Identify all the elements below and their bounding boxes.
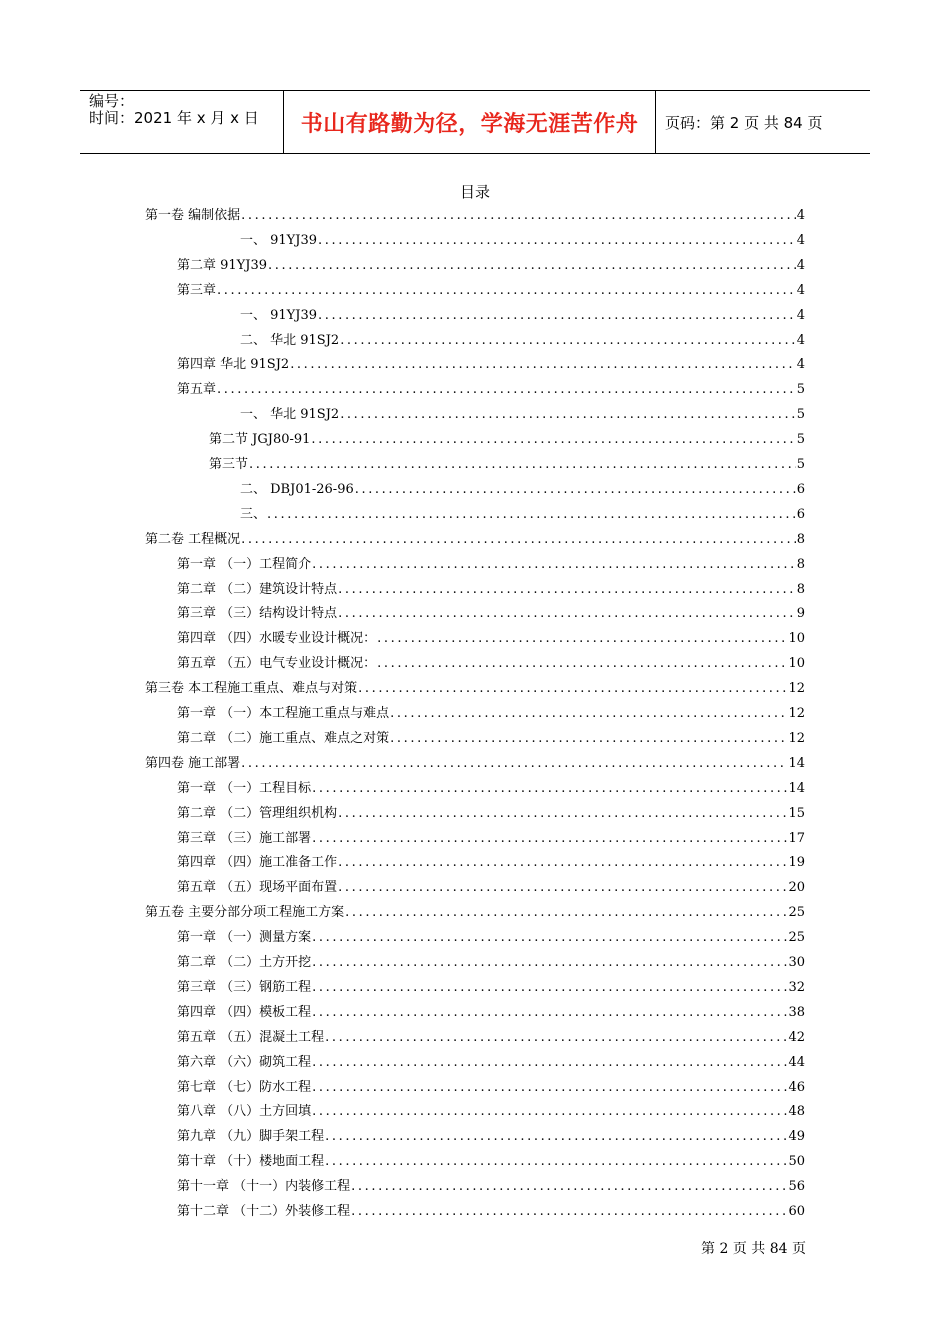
toc-entry[interactable] — [177, 1150, 805, 1174]
toc-entry-label: 第十二章 （十二）外装修工程 — [177, 1204, 351, 1219]
toc-entry-page: 17 — [788, 830, 805, 846]
toc-entry-label: 第三章 （三）钢筋工程 — [177, 979, 312, 995]
toc-entry-page: 25 — [788, 905, 805, 921]
toc-leader-dots — [358, 681, 787, 696]
toc-entry-page: 10 — [788, 631, 805, 647]
document-header — [80, 90, 870, 154]
toc-leader-dots — [390, 706, 787, 721]
toc-entry-label: 第七章 （七）防水工程 — [177, 1079, 312, 1095]
toc-entry-page: 12 — [788, 730, 805, 746]
toc-entry-page: 4 — [796, 307, 805, 323]
toc-entry-label: 第三章 — [177, 282, 217, 298]
toc-entry-label: 二、 华北 91SJ2 — [240, 332, 340, 348]
toc-entry-label: 第一卷 编制依据 — [145, 208, 241, 223]
toc-entry-label: 第五章 （五）现场平面布置 — [177, 880, 338, 896]
toc-entry-label: 第十章 （十）楼地面工程 — [177, 1154, 325, 1170]
toc-entry-page: 4 — [796, 208, 805, 223]
toc-entry[interactable] — [177, 353, 805, 377]
toc-entry[interactable] — [145, 677, 805, 701]
toc-leader-dots — [312, 1104, 787, 1119]
toc-leader-dots — [390, 731, 787, 746]
toc-entry-page: 5 — [796, 457, 805, 472]
toc-entry-label: 一、 91YJ39 — [240, 307, 318, 323]
toc-entry[interactable] — [177, 1076, 805, 1100]
toc-entry-label: 第五章 （五）电气专业设计概况： — [177, 656, 377, 672]
toc-leader-dots — [241, 208, 796, 223]
toc-entry-page: 60 — [788, 1204, 805, 1219]
header-meta — [80, 91, 283, 153]
toc-entry[interactable] — [145, 901, 805, 925]
toc-entry-page: 8 — [796, 556, 805, 572]
toc-entry-page: 6 — [796, 481, 805, 497]
toc-entry[interactable] — [177, 627, 805, 651]
toc-leader-dots — [345, 905, 787, 920]
toc-leader-dots — [377, 656, 787, 671]
toc-entry-label: 第六章 （六）砌筑工程 — [177, 1054, 312, 1070]
toc-entry-label: 第三章 （三）施工部署 — [177, 830, 312, 846]
toc-leader-dots — [340, 407, 796, 422]
toc-entry[interactable] — [177, 727, 805, 751]
toc-entry[interactable] — [177, 802, 805, 826]
toc-leader-dots — [338, 880, 787, 895]
toc-leader-dots — [377, 631, 787, 646]
toc-leader-dots — [355, 482, 796, 497]
toc-entry-page: 49 — [788, 1129, 805, 1145]
toc-entry-label: 第四章 华北 91SJ2 — [177, 357, 290, 373]
time-label: 时间：2021 年 x 月 x 日 — [89, 109, 259, 127]
toc-entry-label: 二、 DBJ01-26-96 — [240, 481, 354, 497]
toc-entry-label: 第四章 （四）施工准备工作 — [177, 855, 338, 871]
toc-entry-label: 第十一章 （十一）内装修工程 — [177, 1179, 351, 1195]
toc-entry-page: 4 — [796, 257, 805, 273]
toc-entry-page: 38 — [788, 1004, 805, 1020]
toc-leader-dots — [318, 308, 796, 323]
toc-entry[interactable] — [240, 329, 805, 353]
toc-title: 目录 — [459, 183, 490, 201]
toc-leader-dots — [312, 930, 787, 945]
toc-entry[interactable] — [177, 851, 805, 875]
toc-leader-dots — [290, 357, 796, 372]
toc-entry[interactable] — [177, 578, 805, 602]
toc-leader-dots — [312, 1055, 787, 1070]
toc-entry-page: 32 — [788, 979, 805, 995]
toc-entry-page: 46 — [788, 1079, 805, 1095]
toc-leader-dots — [312, 557, 796, 572]
header-motto: 书山有路勤为径，学海无涯苦作舟 — [283, 91, 656, 153]
toc-entry[interactable] — [209, 453, 805, 477]
toc-entry-label: 一、 华北 91SJ2 — [240, 407, 340, 423]
toc-entry-page: 12 — [788, 681, 805, 697]
toc-entry-label: 第三章 （三）结构设计特点 — [177, 606, 338, 622]
toc-entry[interactable] — [145, 204, 805, 228]
toc-leader-dots — [241, 532, 796, 547]
toc-entry-label: 第五卷 主要分部分项工程施工方案 — [145, 905, 345, 921]
toc-entry-page: 12 — [788, 706, 805, 721]
toc-entry-label: 第三卷 本工程施工重点、难点与对策 — [145, 681, 358, 697]
toc-entry[interactable] — [177, 553, 805, 577]
toc-leader-dots — [312, 1005, 787, 1020]
toc-entry-page: 4 — [796, 232, 805, 248]
toc-entry-page: 8 — [796, 531, 805, 547]
toc-entry[interactable] — [177, 254, 805, 278]
toc-entry-page: 4 — [796, 282, 805, 298]
toc-entry[interactable] — [177, 1125, 805, 1149]
toc-leader-dots — [318, 233, 796, 248]
toc-entry[interactable] — [240, 478, 805, 502]
toc-leader-dots — [338, 606, 796, 621]
toc-entry-page: 5 — [796, 407, 805, 423]
toc-entry-label: 第三节 — [209, 457, 249, 472]
toc-entry-page: 42 — [788, 1029, 805, 1045]
toc-entry-page: 5 — [796, 432, 805, 448]
toc-entry[interactable] — [177, 777, 805, 801]
toc-entry-label: 三、 — [240, 506, 267, 522]
toc-entry[interactable] — [145, 752, 805, 776]
toc-entry[interactable] — [177, 1200, 805, 1224]
toc-entry[interactable] — [177, 876, 805, 900]
toc-entry-page: 10 — [788, 656, 805, 672]
toc-entry-page: 4 — [796, 332, 805, 348]
toc-entry-page: 25 — [788, 930, 805, 946]
toc-entry[interactable] — [240, 229, 805, 253]
toc-entry-page: 30 — [788, 955, 805, 970]
toc-entry[interactable] — [177, 976, 805, 1000]
toc-leader-dots — [312, 980, 787, 995]
toc-leader-dots — [217, 382, 796, 397]
toc-entry-page: 6 — [796, 506, 805, 522]
toc-entry[interactable] — [240, 403, 805, 427]
toc-entry[interactable] — [145, 528, 805, 552]
toc-entry-label: 第五章 — [177, 382, 217, 398]
toc-entry-label: 第二章 （二）土方开挖 — [177, 955, 312, 970]
toc-entry-label: 第一章 （一）工程目标 — [177, 780, 312, 796]
toc-entry-label: 第五章 （五）混凝土工程 — [177, 1029, 325, 1045]
toc-leader-dots — [267, 507, 796, 522]
toc-entry-label: 第九章 （九）脚手架工程 — [177, 1129, 325, 1145]
toc-entry-page: 9 — [796, 606, 805, 622]
toc-entry-label: 第二章 91YJ39 — [177, 257, 268, 273]
toc-entry[interactable] — [177, 827, 805, 851]
toc-entry[interactable] — [177, 1026, 805, 1050]
number-label: 编号： — [89, 92, 135, 110]
toc-leader-dots — [268, 258, 796, 273]
toc-entry[interactable] — [177, 378, 805, 402]
toc-entry-page: 5 — [796, 382, 805, 398]
toc-leader-dots — [249, 457, 796, 472]
toc-leader-dots — [351, 1179, 787, 1194]
toc-entry-label: 第二章 （二）建筑设计特点 — [177, 581, 338, 597]
toc-leader-dots — [325, 1129, 787, 1144]
toc-entry-label: 第二章 （二）施工重点、难点之对策 — [177, 730, 390, 746]
toc-leader-dots — [325, 1030, 787, 1045]
toc-leader-dots — [340, 333, 796, 348]
toc-leader-dots — [312, 781, 787, 796]
toc-entry-page: 14 — [788, 755, 805, 771]
toc-leader-dots — [312, 1080, 787, 1095]
toc-entry-label: 第一章 （一）测量方案 — [177, 930, 312, 946]
toc-leader-dots — [312, 955, 787, 970]
toc-entry[interactable] — [177, 652, 805, 676]
toc-leader-dots — [338, 582, 796, 597]
toc-entry-page: 8 — [796, 581, 805, 597]
toc-entry-label: 第四章 （四）水暖专业设计概况： — [177, 631, 377, 647]
toc-entry-page: 14 — [788, 780, 805, 796]
toc-entry[interactable] — [177, 602, 805, 626]
toc-leader-dots — [338, 806, 787, 821]
toc-entry-label: 第二卷 工程概况 — [145, 531, 241, 547]
header-page-info: 页码：第 2 页 共 84 页 — [665, 113, 823, 132]
toc-entry-page: 48 — [788, 1104, 805, 1120]
toc-entry-page: 50 — [788, 1154, 805, 1170]
toc-leader-dots — [217, 283, 796, 298]
toc-entry-page: 4 — [796, 357, 805, 373]
toc-entry[interactable] — [177, 1001, 805, 1025]
toc-entry[interactable] — [240, 304, 805, 328]
toc-entry[interactable] — [177, 1051, 805, 1075]
toc-leader-dots — [241, 756, 787, 771]
toc-entry-page: 56 — [788, 1179, 805, 1195]
toc-entry-label: 第二节 JGJ80-91 — [209, 432, 311, 448]
toc-entry-page: 15 — [788, 805, 805, 821]
toc-entry-label: 第八章 （八）土方回填 — [177, 1104, 312, 1120]
toc-entry[interactable] — [209, 428, 805, 452]
toc-entry-label: 第四章 （四）模板工程 — [177, 1004, 312, 1020]
toc-entry-label: 第一章 （一）本工程施工重点与难点 — [177, 706, 390, 721]
toc-entry-label: 第二章 （二）管理组织机构 — [177, 805, 338, 821]
toc-entry-label: 第四卷 施工部署 — [145, 755, 241, 771]
toc-leader-dots — [311, 432, 795, 447]
toc-leader-dots — [312, 831, 787, 846]
toc-leader-dots — [351, 1204, 787, 1219]
toc-entry[interactable] — [177, 279, 805, 303]
toc-leader-dots — [338, 855, 787, 870]
toc-entry[interactable] — [177, 1175, 805, 1199]
toc-entry-page: 20 — [788, 880, 805, 896]
toc-leader-dots — [325, 1154, 787, 1169]
toc-entry[interactable] — [177, 951, 805, 975]
toc-entry[interactable] — [177, 926, 805, 950]
toc-entry-page: 44 — [788, 1054, 805, 1070]
toc-entry[interactable] — [240, 503, 805, 527]
page-footer: 第 2 页 共 84 页 — [701, 1241, 806, 1257]
toc-entry[interactable] — [177, 1100, 805, 1124]
toc-entry-label: 一、 91YJ39 — [240, 232, 318, 248]
toc-entry-page: 19 — [788, 855, 805, 871]
toc-entry[interactable] — [177, 702, 805, 726]
toc-entry-label: 第一章 （一）工程简介 — [177, 556, 312, 572]
